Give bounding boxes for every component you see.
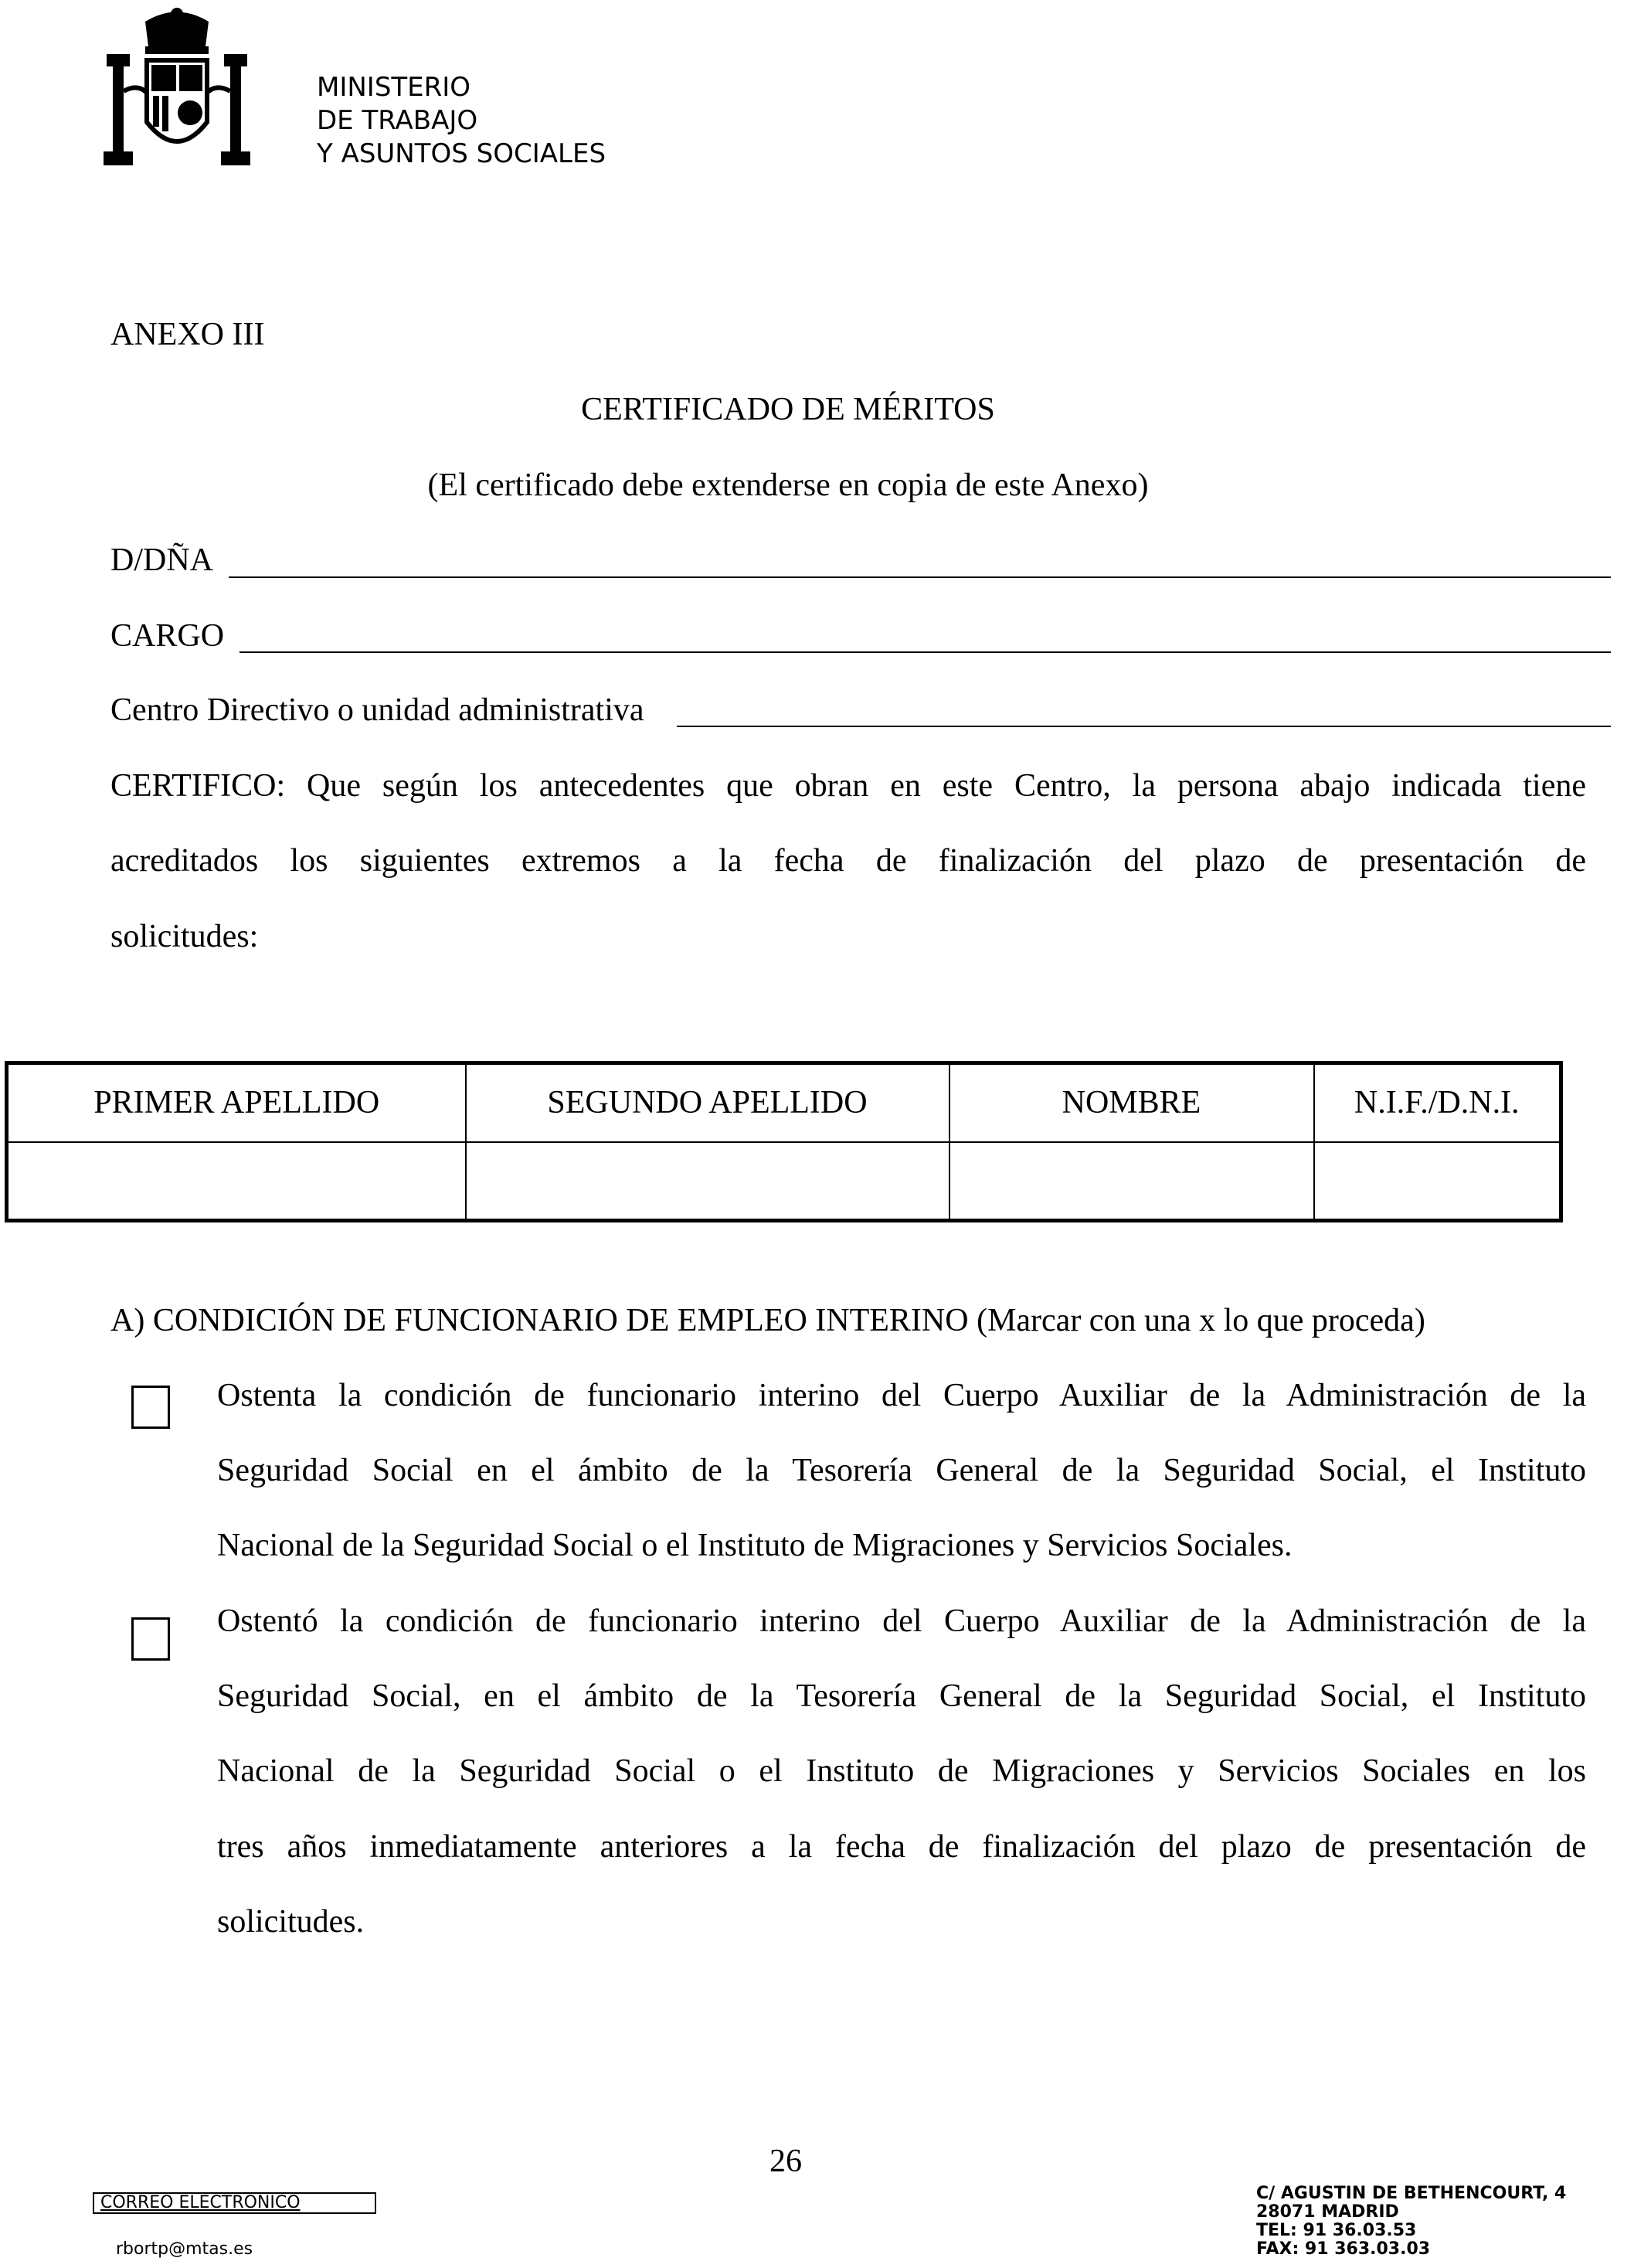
fax-number: FAX: 91 363.03.03 bbox=[1256, 2239, 1431, 2259]
table-row bbox=[7, 1142, 1561, 1221]
id-number-cell[interactable] bbox=[1314, 1142, 1561, 1221]
option-1-checkbox[interactable] bbox=[131, 1386, 170, 1429]
ministry-line-1: MINISTERIO bbox=[317, 72, 471, 103]
option-2-line-1: Ostentó la condición de funcionario interino del Cuerpo Auxiliar de la Administración de la bbox=[217, 1603, 1586, 1639]
email-label-box bbox=[93, 2192, 376, 2214]
header-second-surname: SEGUNDO APELLIDO bbox=[466, 1063, 949, 1142]
address-block bbox=[1256, 2185, 1566, 2259]
header-name: NOMBRE bbox=[949, 1063, 1314, 1142]
name-label: D/DÑA bbox=[110, 542, 213, 578]
ministry-line-3: Y ASUNTOS SOCIALES bbox=[317, 138, 606, 169]
phone-number: TEL: 91 36.03.53 bbox=[1256, 2221, 1417, 2240]
table-header-row bbox=[7, 1063, 1561, 1142]
document-subtitle: (El certificado debe extenderse en copia de este Anexo) bbox=[427, 468, 1149, 503]
option-1-line-3: Nacional de la Seguridad Social o el Instituto de Migraciones y Servicios Sociales. bbox=[217, 1528, 1293, 1563]
certify-line-1: CERTIFICO: Que según los antecedentes que obran en este Centro, la persona abajo indicada tiene bbox=[110, 768, 1586, 804]
name-field[interactable] bbox=[229, 576, 1611, 578]
section-a-heading: A) CONDICIÓN DE FUNCIONARIO DE EMPLEO INTERINO (Marcar con una x lo que proceda) bbox=[110, 1303, 1425, 1338]
position-label: CARGO bbox=[110, 618, 225, 654]
certify-line-2: acreditados los siguientes extremos a la fecha de finalización del plazo de presentación de bbox=[110, 843, 1586, 879]
certify-line-3: solicitudes: bbox=[110, 919, 259, 954]
address-line-1: C/ AGUSTIN DE BETHENCOURT, 4 bbox=[1256, 2184, 1567, 2203]
email-label: CORREO ELECTRONICO bbox=[100, 2193, 301, 2212]
first-surname-cell[interactable] bbox=[7, 1142, 466, 1221]
header-id-number: N.I.F./D.N.I. bbox=[1314, 1063, 1561, 1142]
option-2-line-2: Seguridad Social, en el ámbito de la Tesorería General de la Seguridad Social, el Instituto bbox=[217, 1678, 1586, 1714]
option-1-line-1: Ostenta la condición de funcionario interino del Cuerpo Auxiliar de la Administración de la bbox=[217, 1378, 1586, 1413]
unit-label: Centro Directivo o unidad administrativa bbox=[110, 692, 644, 728]
name-cell[interactable] bbox=[949, 1142, 1314, 1221]
header-first-surname: PRIMER APELLIDO bbox=[7, 1063, 466, 1142]
page-number: 26 bbox=[769, 2144, 802, 2179]
unit-field[interactable] bbox=[677, 726, 1611, 727]
option-1-line-2: Seguridad Social en el ámbito de la Tesorería General de la Seguridad Social, el Instituto bbox=[217, 1453, 1586, 1488]
email-address[interactable]: rbortp@mtas.es bbox=[116, 2239, 253, 2259]
person-table bbox=[5, 1061, 1563, 1222]
second-surname-cell[interactable] bbox=[466, 1142, 949, 1221]
option-2-line-4: tres años inmediatamente anteriores a la fecha de finalización del plazo de presentación de bbox=[217, 1829, 1586, 1865]
annex-label: ANEXO III bbox=[110, 317, 265, 352]
coat-of-arms-logo bbox=[91, 6, 263, 178]
option-2-line-5: solicitudes. bbox=[217, 1904, 365, 1940]
document-title: CERTIFICADO DE MÉRITOS bbox=[581, 392, 995, 427]
ministry-line-2: DE TRABAJO bbox=[317, 105, 478, 136]
option-2-checkbox[interactable] bbox=[131, 1617, 170, 1661]
coat-of-arms-icon bbox=[91, 6, 263, 178]
position-field[interactable] bbox=[239, 651, 1611, 653]
option-2-line-3: Nacional de la Seguridad Social o el Instituto de Migraciones y Servicios Sociales en los bbox=[217, 1753, 1586, 1789]
address-line-2: 28071 MADRID bbox=[1256, 2202, 1399, 2222]
ministry-name bbox=[317, 71, 606, 171]
